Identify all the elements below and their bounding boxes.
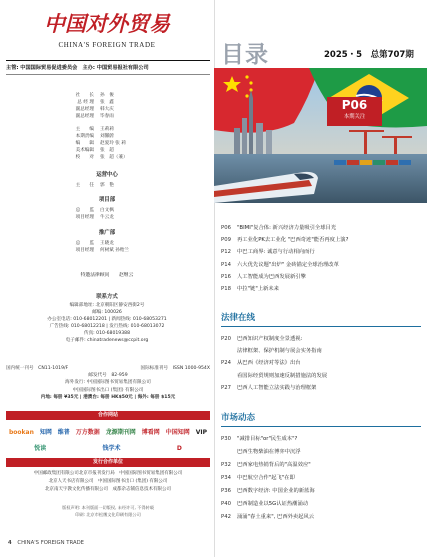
staff-row [0, 214, 214, 221]
notice-line: 印刷: 北京市松鹰文化印刷有限公司 [75, 511, 141, 517]
focus-tag [327, 97, 382, 126]
contact-info [0, 293, 214, 344]
toc-entry-title: "减排目标"or"民生成本"? [237, 436, 298, 442]
staff-row [0, 182, 214, 189]
toc-page-number: P24 [221, 360, 231, 367]
staff-role: 副总经理 [75, 114, 94, 119]
partner-logo[interactable]: 龙源期刊网 [105, 428, 136, 436]
pub-line: 中国国际图书出口 (集团) 有限公司 [72, 387, 144, 393]
toc-entry-title: 涌涌"春土重来", 巴西外卖起风云 [237, 514, 315, 520]
partner-logo[interactable]: 知网 [39, 428, 52, 436]
staff-row [0, 99, 214, 106]
contact-line: 传真: 010-68019388 [83, 331, 130, 336]
toc-title: 目录 [221, 42, 269, 68]
contact-line: 广告热线: 010-68012218 | 发行热线: 010-68013072 [49, 324, 165, 329]
partner-logo[interactable]: 维普 [57, 428, 70, 436]
staff-name: 王晓龙 [100, 241, 114, 246]
toc-entry[interactable] [221, 222, 421, 234]
staff-role: 总 经 理 [77, 100, 94, 105]
seller-line: 北京人天书店有限公司 中国国际图书出口 (集团) 有限公司 [48, 479, 168, 484]
partner-logo[interactable]: VIP [195, 428, 207, 436]
staff-list-management [0, 92, 214, 120]
seller-list [6, 470, 210, 494]
staff-name: 何树斌 孙贻兰 [100, 248, 130, 253]
staff-name: 韩大庆 [100, 107, 114, 112]
footer-label: CHINA'S FOREIGN TRADE [17, 540, 85, 546]
section-divider [221, 426, 421, 427]
staff-row [0, 154, 214, 161]
cover-image [214, 68, 427, 203]
promotion-heading: 推广部 [98, 230, 116, 236]
price-line: 内地: 每册 ¥35元 | 港澳台: 每册 HK$50元 | 海外: 每册 $15元 [40, 394, 176, 400]
toc-page-number [221, 446, 237, 459]
ops-list [0, 182, 214, 189]
staff-role: 主 编 [75, 127, 94, 132]
toc-focus-list [221, 222, 421, 295]
staff-role: 主 任 [75, 183, 94, 188]
staff-role: 项目经理 [75, 248, 94, 253]
toc-page-number [221, 345, 237, 357]
section-divider [221, 326, 421, 327]
toc-law-list [221, 333, 421, 394]
pub-line: 海外发行: 中国国际图书贸易集团有限公司 [65, 380, 151, 386]
partner-logo[interactable]: 博看网 [141, 428, 160, 436]
staff-role: 美术编辑 [75, 148, 94, 153]
staff-row [0, 133, 214, 140]
section-market-heading: 市场动态 [221, 413, 256, 423]
partner-logo[interactable]: bookan [8, 428, 34, 436]
partner-logo[interactable]: 中国知网 [165, 428, 190, 436]
magazine-title-en: CHINA'S FOREIGN TRADE [58, 41, 156, 49]
staff-role: 副总经理 [75, 107, 94, 112]
staff-row [0, 140, 214, 147]
toc-entry[interactable] [221, 271, 421, 283]
staff-row [0, 240, 214, 247]
masthead [0, 8, 214, 49]
partner-logo[interactable]: 钱学术 [102, 444, 121, 452]
toc-page-number: P20 [221, 336, 231, 342]
toc-page-number: P40 [221, 501, 231, 507]
issn-number: 国际标准刊号 ISSN 1000-954X [140, 366, 210, 371]
toc-page-number: P09 [221, 237, 231, 244]
toc-entry[interactable] [221, 446, 421, 459]
staff-name: 赵爱玲 张 莉 [100, 141, 126, 146]
divider [6, 74, 210, 75]
toc-page-number: P36 [221, 488, 231, 494]
partner-logo[interactable]: 悦读 [34, 444, 47, 452]
staff-row [0, 247, 214, 254]
postal-code: 邮发代号 82-959 [88, 373, 128, 379]
staff-name: 张 超（兼） [100, 155, 128, 160]
project-heading: 项目部 [98, 197, 116, 203]
seller-line: 中国邮政集团有限公司北京市报刊发行局 中国国际图书贸易集团有限公司 [33, 471, 183, 476]
staff-name: 王莉莉 [100, 127, 114, 132]
seller-line: 北京南天宇教文化传播有限公司 成都杂志铺信息技术有限公司 [45, 487, 171, 492]
toc-entry-title: 中拉"链"上新未来 [237, 286, 279, 293]
staff-role: 本期责编 [75, 134, 94, 139]
toc-entry[interactable] [221, 382, 421, 394]
toc-page-number: P06 [221, 225, 231, 231]
toc-page-number: P16 [221, 273, 231, 280]
partner-logo[interactable]: 万方数据 [75, 428, 100, 436]
toc-entry-title: 人工智能成为巴西发展新引擎 [237, 273, 306, 280]
toc-entry-title: 从巴西《经济对等法》出台 [237, 360, 301, 367]
issue-label: 2025・5 总第707期 [324, 50, 414, 60]
toc-page-number: P12 [221, 249, 231, 256]
toc-entry-title: 中巴工商界: 诚意与行动相向而行 [237, 249, 315, 256]
staff-role: 校 对 [75, 155, 94, 160]
page-number: 4 [8, 540, 12, 546]
toc-entry[interactable] [221, 498, 421, 511]
cover-illustration [214, 68, 427, 203]
contact-line: 办公室电话: 010-68012201 | 新闻热线: 010-68053271 [47, 317, 167, 322]
toc-entry[interactable] [221, 459, 421, 472]
toc-entry[interactable] [221, 259, 421, 271]
focus-tag-label: 本期关注 [343, 114, 366, 120]
toc-page-number [221, 370, 237, 382]
staff-row [0, 113, 214, 120]
toc-entry-title: 中巴航空合作"起飞"在即 [237, 475, 295, 481]
contact-line: 邮编: 100026 [92, 310, 122, 315]
notice-line: 版权声明: 本刊版面一切版权, 未经许可, 不得转载 [62, 505, 154, 510]
staff-name: 牛云龙 [100, 215, 114, 220]
partners-heading: 合作网站 [6, 411, 210, 420]
toc-entry-title: 巴西制造业以5G认证热潮涌动 [237, 501, 309, 507]
staff-role: 社 长 [75, 93, 94, 98]
publication-info [6, 365, 210, 401]
partner-logo[interactable]: D [176, 444, 182, 452]
staff-name: 毕春雨 [100, 114, 114, 119]
staff-name: 张 鑫 [100, 100, 114, 105]
toc-entry[interactable] [221, 485, 421, 498]
toc-entry[interactable] [221, 357, 421, 369]
contact-heading: 联系方式 [96, 294, 118, 300]
toc-page-number: P42 [221, 514, 231, 520]
toc-entry[interactable] [221, 472, 421, 485]
magazine-title-cn: 中国对外贸易 [44, 11, 170, 36]
staff-name: 刘馨蔚 [100, 134, 114, 139]
staff-list-editorial [0, 126, 214, 161]
toc-entry[interactable] [221, 283, 421, 295]
staff-row [0, 106, 214, 113]
staff-role: 总 监 [75, 208, 94, 213]
toc-entry[interactable] [221, 345, 421, 357]
toc-entry[interactable] [221, 234, 421, 246]
page-footer [8, 540, 84, 546]
contact-email: 电子邮件: chinatradenews@ccpit.org [65, 338, 149, 343]
sponsor-line: 主管: 中国国际贸易促进委员会 主办: 中国贸易报社有限公司 [6, 65, 149, 71]
staff-name: 张 超 [100, 148, 114, 153]
staff-name: 孙 俊 [100, 93, 114, 98]
focus-tag-page: P06 [341, 98, 368, 112]
toc-entry-title: 六大优先议题"出炉" 金砖锚定全球治理改革 [237, 261, 339, 268]
staff-name: 郭 艳 [100, 183, 114, 188]
sellers-heading: 发行合作单位 [6, 458, 210, 467]
staff-row [0, 147, 214, 154]
toc-entry-title: 巴西人工智能立法实践与治理框架 [237, 384, 317, 391]
partner-logos [6, 424, 210, 456]
toc-entry-title: 再工业化PK去工业化 "巴西奇迹"能否再度上演? [237, 237, 349, 244]
toc-page-number: P14 [221, 261, 231, 268]
staff-role: 编 辑 [75, 141, 94, 146]
cn-number: 国内统一刊号 CN11-1019/F [6, 366, 69, 371]
toc-entry[interactable] [221, 246, 421, 258]
section-law-heading: 法律在线 [221, 313, 256, 323]
divider [6, 60, 210, 61]
toc-entry-title: 巴西知识产权制度全景透视: [237, 336, 303, 342]
toc-entry[interactable] [221, 370, 421, 382]
staff-row [0, 207, 214, 214]
toc-market-list [221, 433, 421, 524]
toc-entry[interactable] [221, 433, 421, 446]
project-list [0, 207, 214, 221]
legal-advisor: 特邀法律顾问 赵继云 [80, 273, 134, 278]
toc-entry-title: "BIMI"复合体: 新兴经济力量吸引全球目光 [237, 225, 337, 231]
staff-row [0, 126, 214, 133]
toc-page-number: P30 [221, 436, 231, 442]
ops-heading: 运营中心 [96, 172, 118, 178]
promotion-list [0, 240, 214, 254]
toc-page-number: P32 [221, 462, 231, 468]
toc-entry[interactable] [221, 333, 421, 345]
toc-page-number: P18 [221, 286, 231, 293]
toc-entry-title: 巴西家电热销背后的"高温效应" [237, 462, 311, 468]
contact-line: 编辑部地址: 北京朝阳区静安西街2号 [69, 303, 145, 308]
toc-page-number: P27 [221, 384, 231, 391]
toc-entry[interactable] [221, 511, 421, 524]
staff-role: 总 监 [75, 241, 94, 246]
toc-column [214, 0, 427, 557]
staff-name: 白文枫 [100, 208, 114, 213]
staff-row [0, 92, 214, 99]
toc-page-number: P34 [221, 475, 231, 481]
toc-entry-title: 法律框架、保护机制与展会实务指南 [237, 348, 322, 355]
toc-entry-title: 巴西生物柴油在博弈中沉浮 [237, 449, 301, 455]
toc-entry-title: 看国际经贸规则加速反制措施法的发展 [237, 372, 328, 379]
toc-entry-title: 巴西数字经济: 中国企业的新蓝海 [237, 488, 315, 494]
staff-role: 项目经理 [75, 215, 94, 220]
copyright-notice [6, 505, 210, 518]
